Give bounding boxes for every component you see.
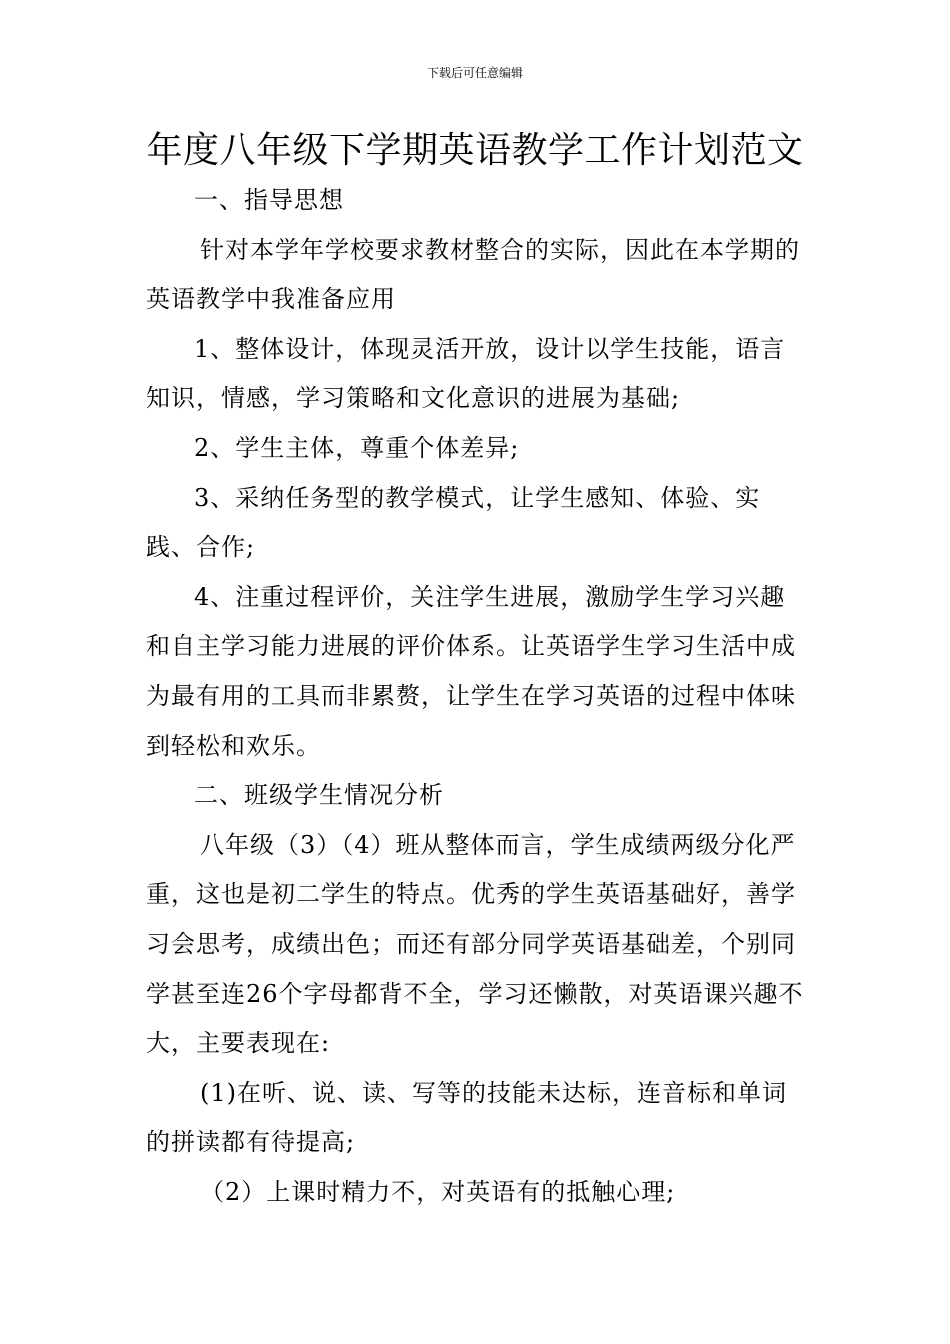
list-item-2: 2、学生主体，尊重个体差异; [194,433,520,462]
section-heading-guiding-thought: 一、指导思想 [194,186,344,214]
section-heading-student-analysis: 二、班级学生情况分析 [194,781,444,810]
document-body [146,176,806,1217]
paragraph-intro: 针对本学年学校要求教材整合的实际，因此在本学期的英语教学中我准备应用 [146,235,800,314]
paragraph-class-analysis: 八年级（3）（4）班从整体而言，学生成绩两级分化严重，这也是初二学生的特点。优秀的学生英语基础好，善学习会思考，成绩出色；而还有部分同学英语基础差，个别同学甚至连26个字母都背不全，学习还懒散，对英语课兴趣不大，主要表现在: [146,830,804,1058]
list-item-3: 3、采纳任务型的教学模式，让学生感知、体验、实践、合作; [146,483,761,562]
page-header-note: 下载后可任意编辑 [426,66,523,80]
problem-item-1: (1)在听、说、读、写等的技能未达标，连音标和单词的拼读都有待提高; [146,1078,787,1157]
problem-item-2: （2）上课时精力不，对英语有的抵触心理; [200,1177,676,1206]
list-item-1: 1、整体设计，体现灵活开放，设计以学生技能，语言知识，情感，学习策略和文化意识的进展为基础; [146,334,786,413]
list-item-4: 4、注重过程评价，关注学生进展，激励学生学习兴趣和自主学习能力进展的评价体系。让英语学生学习生活中成为最有用的工具而非累赘，让学生在学习英语的过程中体味到轻松和欢乐。 [146,582,796,760]
document-title: 年度八年级下学期英语教学工作计划范文 [146,130,804,171]
